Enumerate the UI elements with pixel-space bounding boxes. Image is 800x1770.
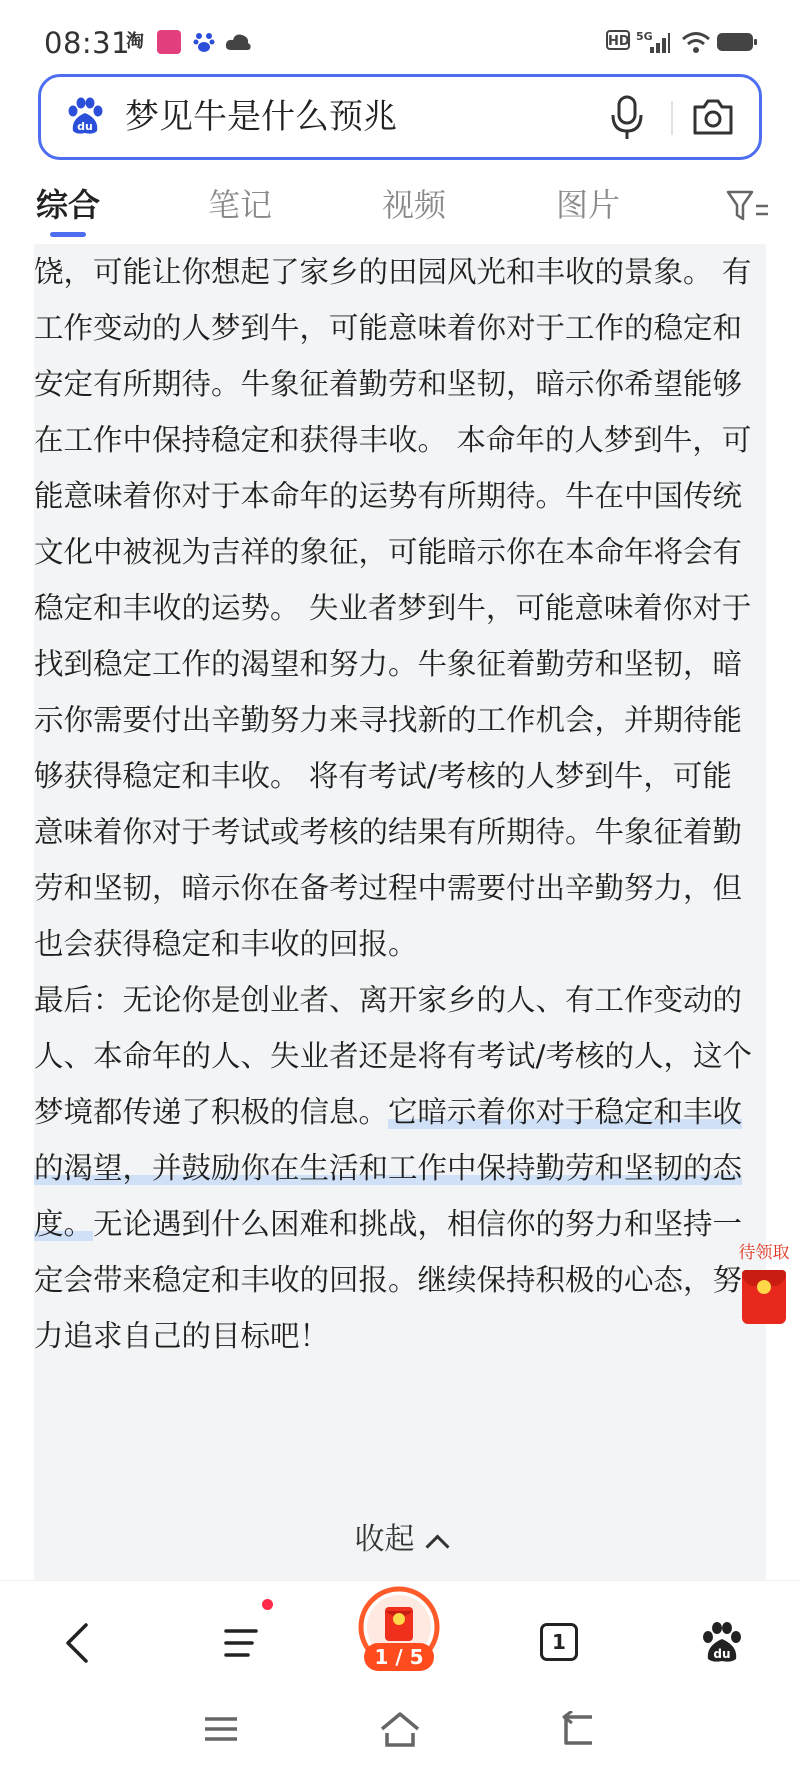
system-menu-icon[interactable]: [202, 1715, 240, 1743]
status-time: 08:31: [44, 26, 131, 60]
chevron-up-icon: [425, 1534, 449, 1558]
hd-icon: HD: [606, 30, 630, 50]
red-packet-coin: [757, 1280, 771, 1294]
signal-5g-icon: [636, 30, 670, 54]
answer-closing: 无论遇到什么困难和挑战，相信你的努力和坚持一定会带来稳定和丰收的回报。继续保持积极的心态，努力追求自己的目标吧！: [34, 1207, 743, 1353]
red-packet-label: 待领取: [738, 1243, 790, 1263]
bottom-navigation: [0, 1580, 800, 1770]
search-tabs: [0, 170, 800, 240]
tab-notes[interactable]: 笔记: [208, 186, 273, 224]
system-back-icon[interactable]: [558, 1711, 598, 1747]
notification-dot: [262, 1599, 273, 1610]
svg-text:du: du: [77, 120, 93, 133]
tabs-count-button[interactable]: 1: [540, 1623, 578, 1661]
tab-images[interactable]: 图片: [556, 186, 621, 224]
wifi-icon: [681, 30, 711, 54]
svg-text:5G: 5G: [636, 30, 653, 43]
camera-icon[interactable]: [691, 97, 735, 137]
collapse-label: 收起: [354, 1522, 415, 1557]
answer-paragraph-1: 饶，可能让你想起了家乡的田园风光和丰收的景象。 有工作变动的人梦到牛，可能意味着你对于工作的稳定和安定有所期待。牛象征着勤劳和坚韧，暗示你希望能够在工作中保持稳定和获得丰收。 本命年的人梦到牛，可能意味着你对于本命年的运势有所期待。牛在中国传统文化中被视为吉祥的象征，可能暗示你在本命年将会有稳定和丰收的运势。 失业者梦到牛，可能意味着你对于找到稳定工作的渴望和努力。牛象征着勤劳和坚韧，暗示你需要付出辛勤努力来寻找新的工作机会，并期待能够获得稳定和丰收。 将有考试/考核的人梦到牛，可能意味着你对于考试或考核的结果有所期待。牛象征着勤劳和坚韧，暗示你在备考过程中需要付出辛勤努力，但也会获得稳定和丰收的回报。: [34, 255, 752, 961]
active-tab-indicator: [50, 232, 86, 237]
collapse-button[interactable]: [34, 1514, 766, 1558]
baidu-paw-icon: [193, 30, 215, 54]
menu-icon[interactable]: [222, 1623, 260, 1663]
baidu-logo-icon: [65, 97, 105, 137]
reward-progress-badge: 1 / 5: [364, 1643, 434, 1671]
highlighted-sentence: 它暗示着你对于稳定和丰收的渴望，并鼓励你在生活和工作中保持勤劳和坚韧的态度。: [34, 1095, 743, 1241]
filter-icon[interactable]: [726, 188, 770, 224]
pink-app-icon: [157, 30, 181, 54]
cloud-icon: [224, 30, 252, 54]
status-bar: [0, 0, 800, 80]
taobao-icon: 淘: [126, 31, 144, 52]
search-divider: [671, 101, 673, 135]
svg-text:du: du: [713, 1647, 731, 1661]
tab-videos[interactable]: 视频: [382, 186, 447, 224]
battery-icon: [716, 30, 758, 54]
system-home-icon[interactable]: [378, 1709, 422, 1749]
answer-conclusion: 最后：无论你是创业者、离开家乡的人、有工作变动的人、本命年的人、失业者还是将有考试/考核的人，这个梦境都传递了积极的信息。: [34, 983, 752, 1129]
microphone-icon[interactable]: [609, 93, 645, 141]
answer-text: [34, 244, 758, 1364]
back-arrow-icon[interactable]: [62, 1621, 92, 1665]
search-bar[interactable]: [38, 74, 762, 160]
baidu-home-icon[interactable]: [700, 1621, 744, 1665]
red-packet-widget[interactable]: [734, 1238, 794, 1334]
tab-comprehensive[interactable]: 综合: [36, 186, 101, 224]
search-input[interactable]: 梦见牛是什么预兆: [125, 97, 397, 137]
answer-paragraph-2: [34, 972, 758, 1364]
answer-content: [34, 244, 766, 1580]
